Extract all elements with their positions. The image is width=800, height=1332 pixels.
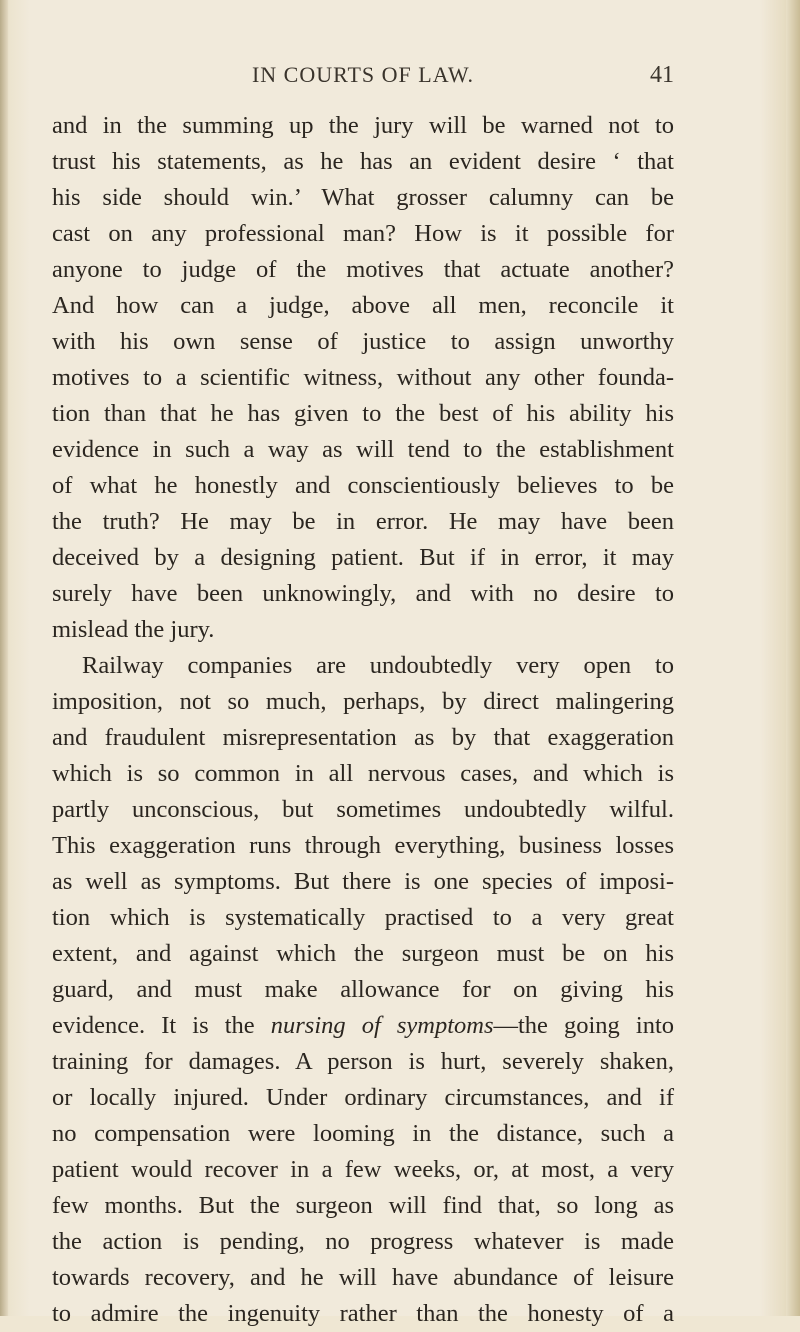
text-line: his side should win.’ What grosser calumny can be (52, 184, 674, 211)
text-line: guard, and must make allowance for on giving his (52, 976, 674, 1003)
page-outer-edge (786, 0, 800, 1316)
text-line: imposition, not so much, perhaps, by direct malingering (52, 688, 674, 715)
text-line: surely have been unknowingly, and with no desire to (52, 580, 674, 607)
page-gutter-edge (0, 0, 8, 1316)
text-line: cast on any professional man? How is it possible for (52, 220, 674, 247)
text-line-with-italic (52, 1008, 674, 1044)
text-line: partly unconscious, but sometimes undoubtedly wilful. (52, 796, 674, 823)
text-line: the truth? He may be in error. He may have been (52, 508, 674, 535)
running-head: IN COURTS OF LAW. (251, 62, 475, 87)
body-text (52, 108, 674, 1332)
text-line: evidence in such a way as will tend to the establishment (52, 436, 674, 463)
text-line: tion than that he has given to the best of his ability his (52, 400, 674, 427)
text-line: extent, and against which the surgeon must be on his (52, 940, 674, 967)
text-line: no compensation were looming in the distance, such a (52, 1120, 674, 1147)
page-header (52, 62, 674, 102)
text-line: and fraudulent misrepresentation as by that exaggeration (52, 724, 674, 751)
page-number: 41 (650, 62, 674, 88)
text-line: which is so common in all nervous cases, and which is (52, 760, 674, 787)
text-line: or locally injured. Under ordinary circumstances, and if (52, 1084, 674, 1111)
paragraph-1 (52, 108, 674, 648)
text-line: of what he honestly and conscientiously believes to be (52, 472, 674, 499)
text-line: with his own sense of justice to assign unworthy (52, 328, 674, 355)
italic-phrase: nursing of symptoms (270, 1012, 494, 1039)
text-line: tion which is systematically practised to a very great (52, 904, 674, 931)
text-line: Railway companies are undoubtedly very open to (82, 652, 674, 679)
text-line: patient would recover in a few weeks, or, at most, a very (52, 1156, 674, 1183)
text-segment: evidence. It is the (52, 1012, 271, 1039)
text-line: trust his statements, as he has an evident desire ‘ that (52, 148, 674, 175)
text-line: anyone to judge of the motives that actuate another? (52, 256, 674, 283)
text-line: And how can a judge, above all men, reconcile it (52, 292, 674, 319)
text-line: This exaggeration runs through everything, business losses (52, 832, 674, 859)
text-line: motives to a scientific witness, without any other founda- (52, 364, 674, 391)
text-line: few months. But the surgeon will find that, so long as (52, 1192, 674, 1219)
text-segment: —the going into (493, 1012, 674, 1039)
text-line: as well as symptoms. But there is one species of imposi- (52, 868, 674, 895)
text-line: and in the summing up the jury will be warned not to (52, 112, 674, 139)
text-line: training for damages. A person is hurt, severely shaken, (52, 1048, 674, 1075)
text-line: deceived by a designing patient. But if in error, it may (52, 544, 674, 571)
text-line: mislead the jury. (52, 616, 215, 643)
text-line: the action is pending, no progress whatever is made (52, 1228, 674, 1255)
text-line: to admire the ingenuity rather than the honesty of a (52, 1300, 674, 1327)
text-line: towards recovery, and he will have abundance of leisure (52, 1264, 674, 1291)
paragraph-2 (52, 648, 674, 1332)
